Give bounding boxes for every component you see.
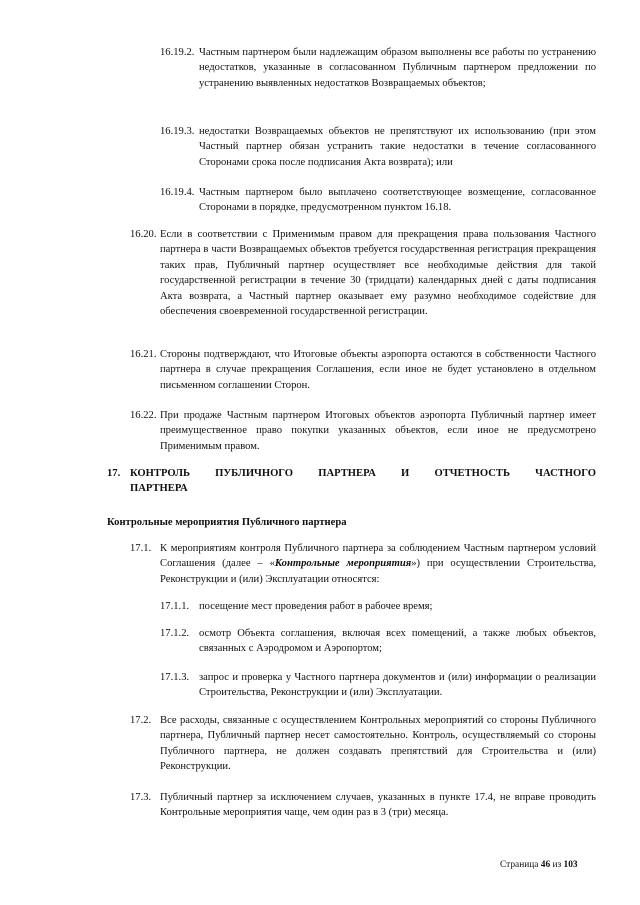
clause-text: недостатки Возвращаемых объектов не препятствуют их использованию (при этом Частный партнер обязан устранить такие недостатки в течение согласованного Сторонами срока после подписания Акта возврата); или [199,126,596,168]
clause-16-21 [130,347,596,393]
clause-16-19-3 [160,124,596,170]
clause-text-part: ») при осуществлении Строительства, Реконструкции и (или) Эксплуатации относятся: [160,558,596,585]
section-title-line1: КОНТРОЛЬ ПУБЛИЧНОГО ПАРТНЕРА И ОТЧЕТНОСТЬ ЧАСТНОГО [130,468,596,479]
clause-text: Все расходы, связанные с осуществлением Контрольных мероприятий со стороны Публичного партнера, Публичный партнер несет самостоятельно. Контроль, осуществляемый со стороны Публичного партнера, не должен создавать препятствий для Строительства и (или) Реконструкции. [160,715,596,773]
footer-label: Страница [500,860,539,870]
clause-number: 17.1.2. [160,628,190,639]
section-17-heading [107,466,596,497]
clause-text: запрос и проверка у Частного партнера документов и (или) информации о реализации Строительства, Реконструкции и (или) Эксплуатации. [199,672,596,699]
clause-number: 16.19.2. [160,47,195,58]
clause-number: 16.20. [130,229,157,240]
clause-number: 16.19.3. [160,126,195,137]
clause-text: посещение мест проведения работ в рабочее время; [199,601,433,612]
subheading: Контрольные мероприятия Публичного партнера [107,517,347,528]
clause-number: 16.19.4. [160,187,195,198]
clause-number: 16.22. [130,410,157,421]
defined-term: Контрольные мероприятия [274,558,412,570]
clause-text [160,541,596,587]
clause-17-1-3 [160,670,596,701]
page-footer [500,858,578,873]
clause-text: При продаже Частным партнером Итоговых объектов аэропорта Публичный партнер имеет преимущественное право покупки указанных объектов, если иное не предусмотрено Применимым правом. [160,410,596,452]
clause-text: Частным партнером были надлежащим образом выполнены все работы по устранению недостатков, указанные в согласованном Публичным партнером предложении по устранению выявленных недостатков Возвращаемых объектов; [199,47,596,89]
section-title-line2: ПАРТНЕРА [130,483,188,495]
page-number: 46 [540,860,551,870]
clause-number: 17.2. [130,715,152,726]
footer-separator: из [552,860,562,870]
clause-16-19-2 [160,45,596,91]
clause-text: Частным партнером было выплачено соответствующее возмещение, согласованное Сторонами в порядке, предусмотренном пунктом 16.18. [199,187,596,214]
clause-number: 17.3. [130,792,152,803]
section-number: 17. [107,468,121,479]
clause-text: осмотр Объекта соглашения, включая всех помещений, а также любых объектов, связанных с Аэродромом и Аэропортом; [199,628,596,655]
clause-number: 17.1.3. [160,672,190,683]
clause-17-1-1 [160,599,596,614]
clause-number: 16.21. [130,349,157,360]
clause-number: 17.1.1. [160,601,190,612]
clause-text: Если в соответствии с Применимым правом для прекращения права пользования Частного партнера в части Возвращаемых объектов требуется государственная регистрация прекращения таких прав, Публичный партнер осуществляет все необходимые действия для такой государственной регистрации в течение 30 (тридцати) календарных дней с даты подписания Акта возврата, а Частный партнер оказывает ему разумно необходимое содействие для обеспечения своевременной государственной регистрации. [160,229,596,318]
clause-17-2 [130,713,596,775]
clause-number: 17.1. [130,543,152,554]
page-total: 103 [563,860,578,870]
clause-17-1-2 [160,626,596,657]
clause-text: Публичный партнер за исключением случаев, указанных в пункте 17.4, не вправе проводить Контрольные мероприятия чаще, чем один раз в 3 (три) месяца. [160,792,596,819]
clause-16-20 [130,227,596,319]
clause-17-1 [130,541,596,587]
clause-16-19-4 [160,185,596,216]
clause-text: Стороны подтверждают, что Итоговые объекты аэропорта остаются в собственности Частного партнера в случае прекращения Соглашения, если иное не будет установлено в отдельном письменном соглашении Сторон. [160,349,596,391]
clause-text-part: К мероприятиям контроля Публичного партнера за соблюдением Частным партнером условий Соглашения (далее – « [160,543,596,570]
clause-17-3 [130,790,596,821]
clause-16-22 [130,408,596,454]
